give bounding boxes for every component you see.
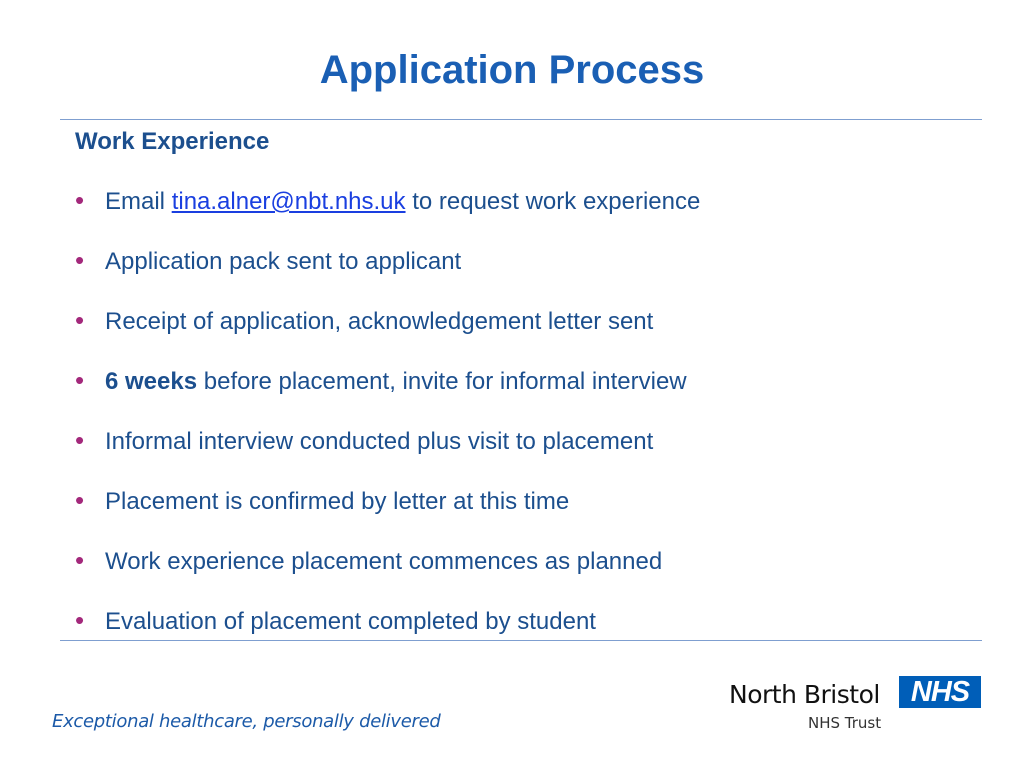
bullet-icon: • [75,365,85,395]
slide-title: Application Process [319,48,705,92]
bullet-icon: • [75,425,85,455]
bullet-text: to request work experience [405,188,701,215]
bullet-text: Evaluation of placement completed by student [105,608,596,635]
list-item [72,302,700,362]
bullet-text: Application pack sent to applicant [105,248,462,275]
list-item [72,422,700,482]
nhs-logo-icon: NHS [899,676,981,708]
bullet-emphasis: 6 weeks [105,368,198,395]
email-link[interactable]: tina.alner@nbt.nhs.uk [171,188,406,215]
bullet-text: before placement, invite for informal interview [197,368,687,395]
section-heading: Work Experience [75,128,270,155]
bullet-list [72,182,700,662]
bullet-text: Informal interview conducted plus visit to placement [105,428,654,455]
bullet-icon: • [75,245,85,275]
list-item [72,542,700,602]
bullet-icon: • [75,185,85,215]
bullet-icon: • [75,545,85,575]
org-subtitle: NHS Trust [808,714,882,732]
list-item [72,602,700,662]
bullet-text: Work experience placement commences as planned [105,548,663,575]
footer-tagline: Exceptional healthcare, personally delivered [52,711,441,732]
org-name: North Bristol [729,680,880,709]
list-item [72,182,700,242]
bullet-text: Receipt of application, acknowledgement letter sent [105,308,654,335]
bottom-divider [60,640,982,641]
bullet-icon: • [75,305,85,335]
top-divider [60,119,982,120]
list-item [72,242,700,302]
bullet-icon: • [75,485,85,515]
bullet-text: Placement is confirmed by letter at this time [105,488,570,515]
list-item [72,482,700,542]
bullet-text: Email [105,188,172,215]
bullet-icon: • [75,605,85,635]
list-item [72,362,700,422]
